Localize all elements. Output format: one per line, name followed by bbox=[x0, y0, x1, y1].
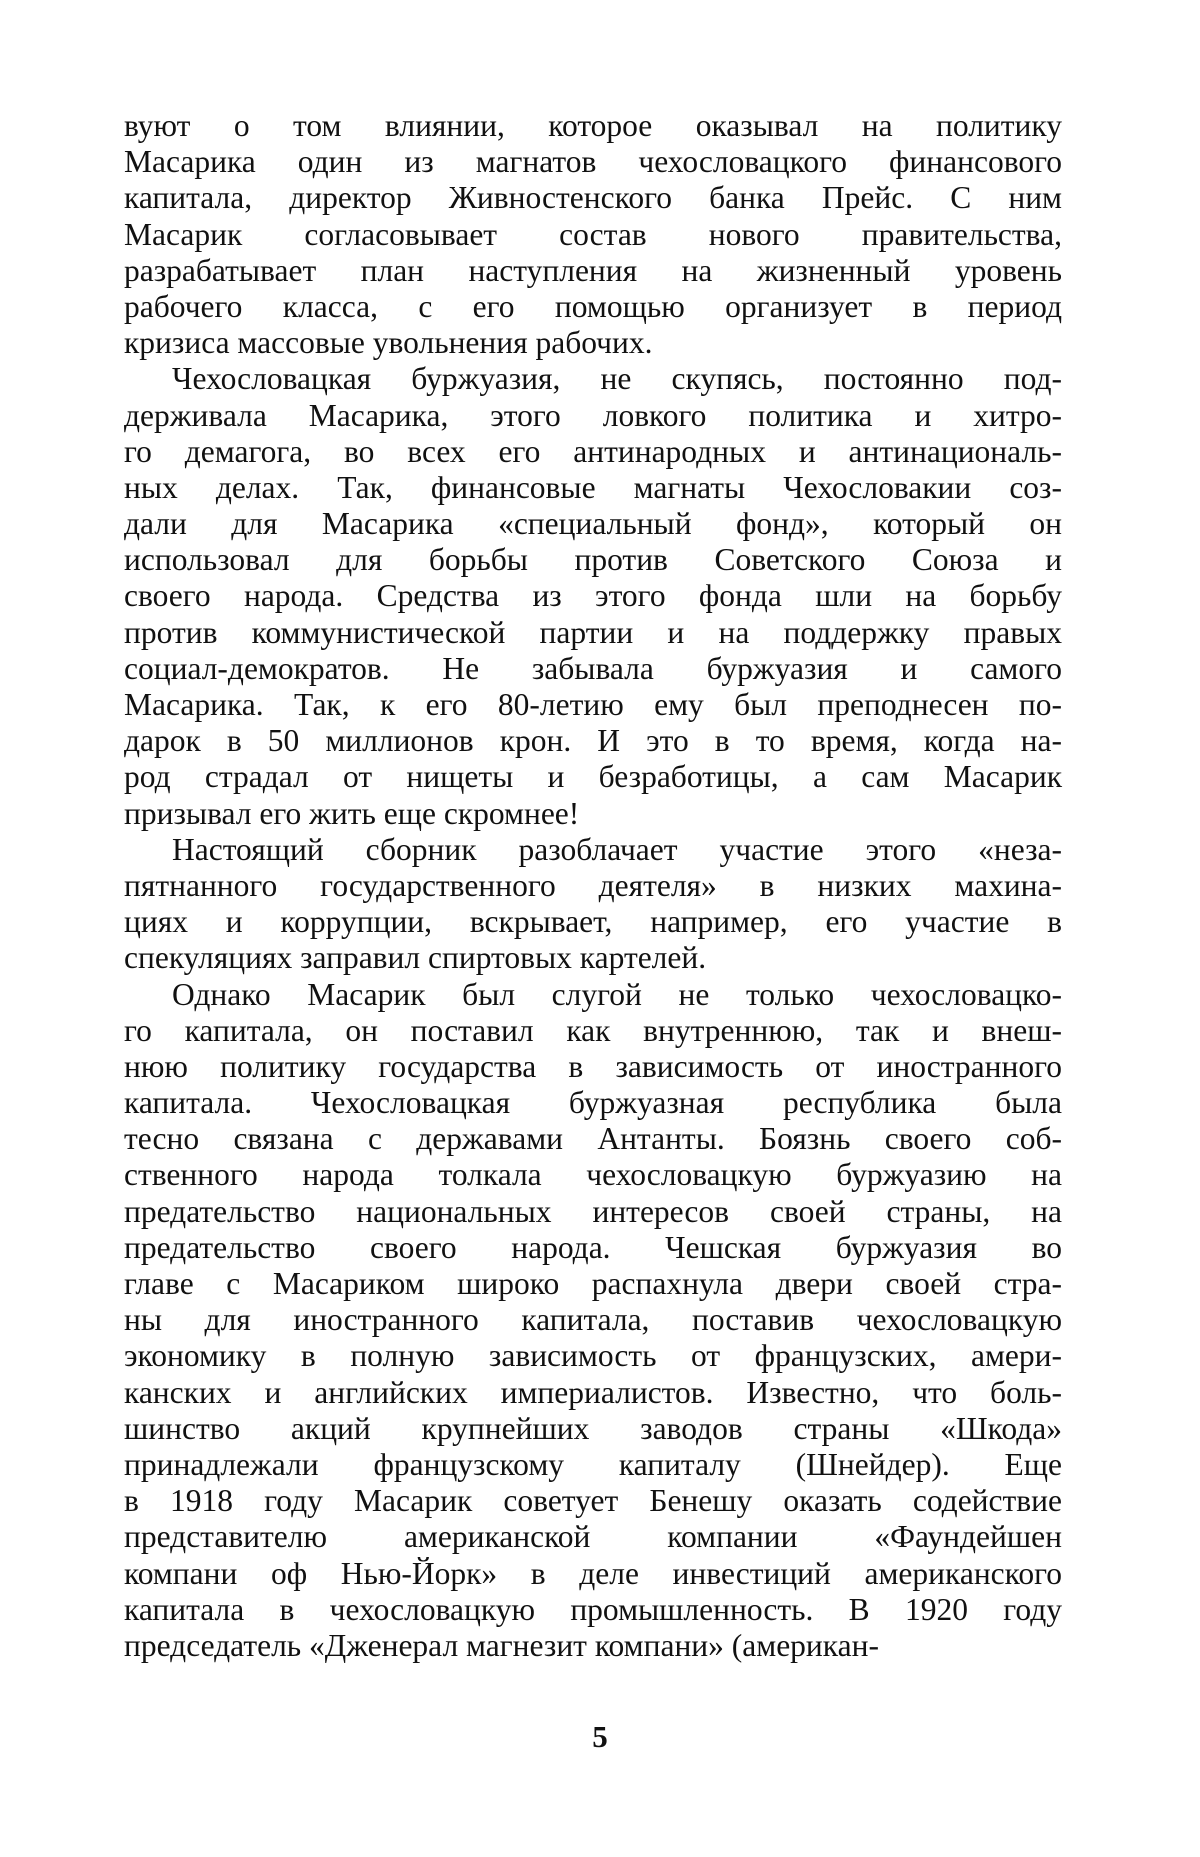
text-line: ны для иностранного капитала, поставив чехословацкую bbox=[124, 1302, 1062, 1338]
text-line: вуют о том влиянии, которое оказывал на политику bbox=[124, 108, 1062, 143]
text-line: пятнанного государственного деятеля» в низких махина- bbox=[124, 867, 1062, 903]
text-line: го демагога, во всех его антинародных и антинациональ- bbox=[124, 433, 1062, 469]
text-line: нюю политику государства в зависимость от иностранного bbox=[124, 1048, 1062, 1084]
text-line: Масарика один из магнатов чехословацкого финансового bbox=[124, 144, 1062, 180]
text-line: социал-демократов. Не забывала буржуазия и самого bbox=[124, 650, 1062, 686]
text-line: председатель «Дженерал магнезит компани» (американ- bbox=[124, 1627, 879, 1663]
text-line: тесно связана с державами Антанты. Боязнь своего соб- bbox=[124, 1121, 1062, 1157]
text-line: Настоящий сборник разоблачает участие этого «неза- bbox=[172, 831, 1062, 867]
text-line: экономику в полную зависимость от французских, амери- bbox=[124, 1338, 1062, 1374]
text-line: рабочего класса, с его помощью организует в период bbox=[124, 288, 1062, 324]
text-line: представителю американской компании «Фаундейшен bbox=[124, 1519, 1062, 1555]
text-line: держивала Масарика, этого ловкого политика и хитро- bbox=[124, 397, 1062, 433]
text-line: капитала, директор Живностенского банка Прейс. С ним bbox=[124, 180, 1062, 216]
text-line: использовал для борьбы против Советского Союза и bbox=[124, 542, 1062, 578]
text-line: Чехословацкая буржуазия, не скупясь, постоянно под- bbox=[172, 361, 1062, 397]
text-line: капитала. Чехословацкая буржуазная республика была bbox=[124, 1085, 1062, 1121]
text-line: главе с Масариком широко распахнула двери своей стра- bbox=[124, 1266, 1062, 1301]
paragraph bbox=[124, 108, 1062, 361]
text-line: своего народа. Средства из этого фонда шли на борьбу bbox=[124, 578, 1062, 614]
text-line: компани оф Нью-Йорк» в деле инвестиций американского bbox=[124, 1555, 1062, 1591]
paragraph bbox=[124, 977, 1062, 1665]
text-line: предательство национальных интересов своей страны, на bbox=[124, 1193, 1062, 1229]
page-number: 5 bbox=[592, 1719, 608, 1754]
text-line: Масарика. Так, к его 80-летию ему был преподнесен по- bbox=[124, 687, 1062, 722]
text-line: в 1918 году Масарик советует Бенешу оказать содействие bbox=[124, 1483, 1062, 1519]
text-line: принадлежали французскому капиталу (Шнейдер). Еще bbox=[124, 1446, 1062, 1482]
text-line: призывал его жить еще скромнее! bbox=[124, 795, 580, 831]
text-line: ственного народа толкала чехословацкую буржуазию на bbox=[124, 1157, 1062, 1193]
text-line: шинство акций крупнейших заводов страны «Шкода» bbox=[124, 1410, 1062, 1446]
text-line: разрабатывает план наступления на жизненный уровень bbox=[124, 252, 1062, 288]
paragraph bbox=[124, 832, 1062, 977]
text-line: ных делах. Так, финансовые магнаты Чехословакии соз- bbox=[124, 469, 1062, 505]
text-line: дали для Масарика «специальный фонд», который он bbox=[124, 506, 1062, 542]
paragraph bbox=[124, 361, 1062, 831]
text-line: капитала в чехословацкую промышленность. В 1920 году bbox=[124, 1591, 1062, 1627]
text-line: дарок в 50 миллионов крон. И это в то время, когда на- bbox=[124, 723, 1062, 759]
text-line: предательство своего народа. Чешская буржуазия во bbox=[124, 1229, 1062, 1265]
text-line: род страдал от нищеты и безработицы, а сам Масарик bbox=[124, 759, 1062, 795]
text-line: циях и коррупции, вскрывает, например, его участие в bbox=[124, 904, 1062, 940]
text-line: канских и английских империалистов. Известно, что боль- bbox=[124, 1374, 1062, 1410]
text-line: го капитала, он поставил как внутреннюю, так и внеш- bbox=[124, 1012, 1062, 1048]
text-line: кризиса массовые увольнения рабочих. bbox=[124, 325, 653, 361]
text-line: против коммунистической партии и на поддержку правых bbox=[124, 614, 1062, 650]
text-line: Масарик согласовывает состав нового правительства, bbox=[124, 216, 1062, 252]
text-line: Однако Масарик был слугой не только чехословацко- bbox=[172, 976, 1062, 1012]
body-text bbox=[124, 108, 1062, 1664]
text-line: спекуляциях заправил спиртовых картелей. bbox=[124, 940, 707, 976]
